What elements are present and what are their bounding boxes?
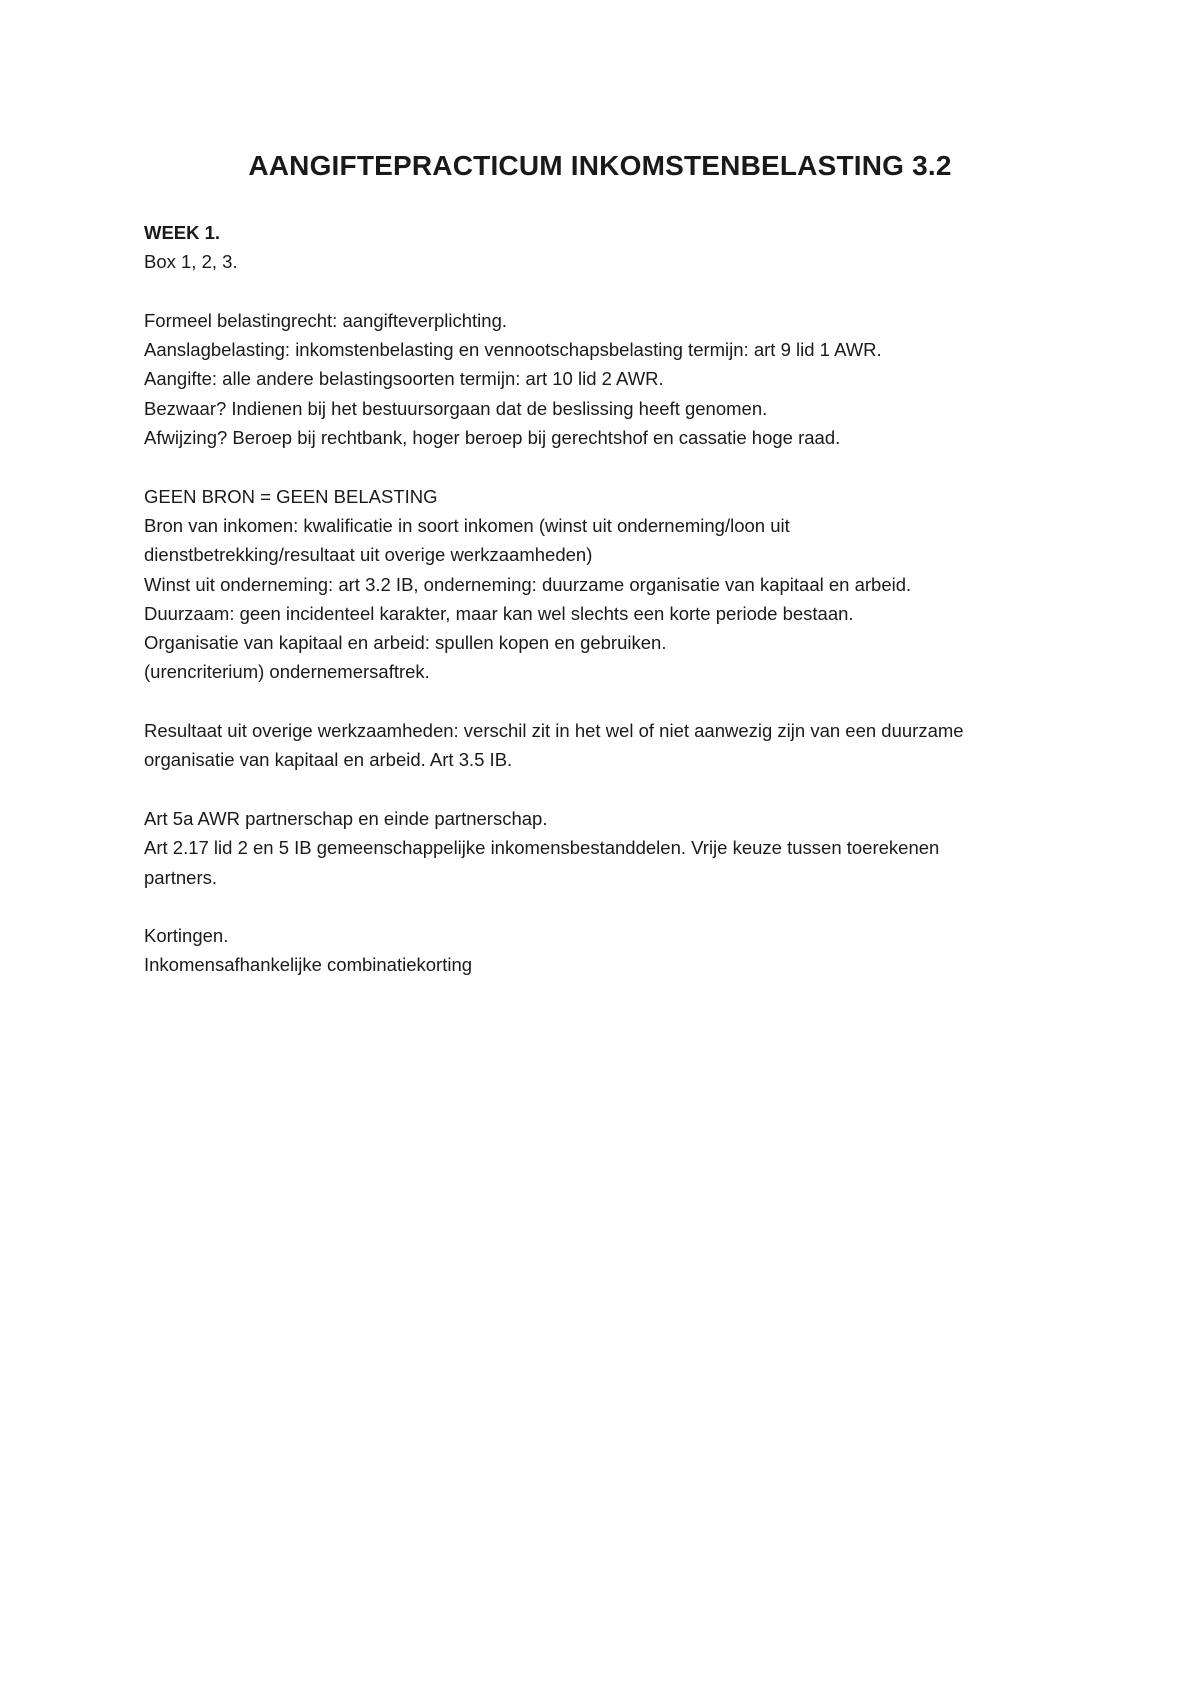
duurzaam-line: Duurzaam: geen incidenteel karakter, maar kan wel slechts een korte periode bestaan. xyxy=(144,602,854,624)
aangifte-line: Aangifte: alle andere belastingsoorten termijn: art 10 lid 2 AWR. xyxy=(144,368,664,390)
paragraph-gap xyxy=(144,277,1074,306)
aanslag-line: Aanslagbelasting: inkomstenbelasting en vennootschapsbelasting termijn: art 9 lid 1 AWR. xyxy=(144,339,882,361)
combinatiekorting-line: Inkomensafhankelijke combinatiekorting xyxy=(144,954,473,976)
resultaat-line: Resultaat uit overige werkzaamheden: verschil zit in het wel of niet aanwezig zijn van een duurzame xyxy=(144,720,964,742)
bron-line-continued: dienstbetrekking/resultaat uit overige werkzaamheden) xyxy=(144,544,593,566)
formeel-line: Formeel belastingrecht: aangifteverplichting. xyxy=(144,309,507,331)
bezwaar-line: Bezwaar? Indienen bij het bestuursorgaan dat de beslissing heeft genomen. xyxy=(144,397,768,419)
paragraph-gap xyxy=(144,892,1074,921)
paragraph-gap xyxy=(144,775,1074,804)
week-heading: WEEK 1. xyxy=(144,222,221,243)
bron-line: Bron van inkomen: kwalificatie in soort inkomen (winst uit onderneming/loon uit xyxy=(144,514,790,536)
kortingen-line: Kortingen. xyxy=(144,925,229,947)
afwijzing-line: Afwijzing? Beroep bij rechtbank, hoger beroep bij gerechtshof en cassatie hoge raad. xyxy=(144,427,841,449)
bron-heading-line: GEEN BRON = GEEN BELASTING xyxy=(144,485,438,507)
boxes-line: Box 1, 2, 3. xyxy=(144,251,238,273)
partners-line: partners. xyxy=(144,866,218,888)
paragraph-gap xyxy=(144,687,1074,716)
resultaat-line-continued: organisatie van kapitaal en arbeid. Art 3.5 IB. xyxy=(144,749,513,771)
organisatie-line: Organisatie van kapitaal en arbeid: spullen kopen en gebruiken. xyxy=(144,632,667,654)
document-title: AANGIFTEPRACTICUM INKOMSTENBELASTING 3.2 xyxy=(248,150,952,181)
partnerschap-line: Art 5a AWR partnerschap en einde partnerschap. xyxy=(144,807,548,829)
urencriterium-line: (urencriterium) ondernemersaftrek. xyxy=(144,661,430,683)
document-body xyxy=(144,218,1074,980)
inkomensbestanddelen-line: Art 2.17 lid 2 en 5 IB gemeenschappelijke inkomensbestanddelen. Vrije keuze tussen toerekenen xyxy=(144,837,940,859)
paragraph-gap xyxy=(144,452,1074,481)
winst-line: Winst uit onderneming: art 3.2 IB, onderneming: duurzame organisatie van kapitaal en arbeid. xyxy=(144,573,912,595)
